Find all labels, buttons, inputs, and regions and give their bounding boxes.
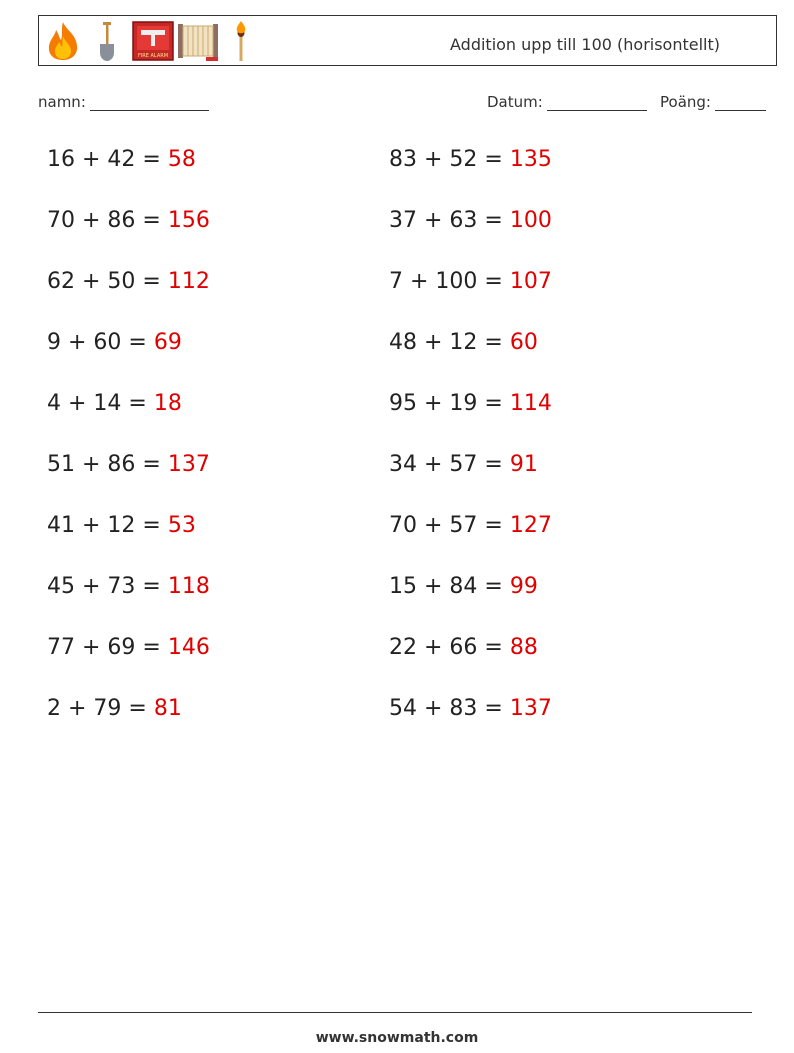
- problem-answer: 99: [509, 574, 538, 599]
- problem-row: [47, 574, 210, 599]
- date-field: [487, 93, 647, 111]
- worksheet-title: Addition upp till 100 (horisontellt): [450, 35, 720, 54]
- problem-question: 34 + 57 =: [389, 452, 510, 477]
- score-label: Poäng:: [660, 93, 711, 111]
- problem-row: [47, 452, 210, 477]
- shovel-icon: [95, 20, 119, 62]
- fire-alarm-label: FIRE ALARM: [137, 53, 169, 59]
- problem-row: [389, 635, 538, 660]
- problem-answer: 91: [509, 452, 538, 477]
- problem-row: [47, 635, 210, 660]
- header-box: [38, 15, 777, 66]
- footer-divider: [38, 1012, 752, 1013]
- problem-answer: 156: [167, 208, 210, 233]
- problem-row: [389, 513, 552, 538]
- problem-question: 2 + 79 =: [47, 696, 154, 721]
- problem-question: 77 + 69 =: [47, 635, 168, 660]
- problem-row: [389, 574, 538, 599]
- problem-answer: 135: [509, 147, 552, 172]
- problem-answer: 118: [167, 574, 210, 599]
- problem-row: [47, 391, 182, 416]
- problem-answer: 112: [167, 269, 210, 294]
- date-line: [547, 94, 647, 111]
- problem-row: [389, 208, 552, 233]
- problem-answer: 127: [509, 513, 552, 538]
- name-field: [38, 93, 209, 111]
- problem-question: 70 + 86 =: [47, 208, 168, 233]
- problem-question: 83 + 52 =: [389, 147, 510, 172]
- problem-row: [389, 147, 552, 172]
- footer-url: www.snowmath.com: [315, 1030, 479, 1046]
- name-label: namn:: [38, 93, 86, 111]
- date-label: Datum:: [487, 93, 543, 111]
- problem-question: 48 + 12 =: [389, 330, 510, 355]
- problem-answer: 137: [167, 452, 210, 477]
- problem-answer: 88: [509, 635, 538, 660]
- problem-row: [47, 513, 196, 538]
- problem-answer: 107: [509, 269, 552, 294]
- problem-row: [389, 452, 538, 477]
- problem-answer: 81: [153, 696, 182, 721]
- problem-answer: 146: [167, 635, 210, 660]
- problem-row: [47, 696, 182, 721]
- problem-answer: 53: [167, 513, 196, 538]
- score-line: [715, 94, 766, 111]
- problem-row: [47, 330, 182, 355]
- problem-row: [47, 147, 196, 172]
- problem-answer: 100: [509, 208, 552, 233]
- problem-question: 51 + 86 =: [47, 452, 168, 477]
- score-field: [660, 93, 766, 111]
- problem-question: 9 + 60 =: [47, 330, 154, 355]
- problem-question: 41 + 12 =: [47, 513, 168, 538]
- problem-question: 54 + 83 =: [389, 696, 510, 721]
- problem-question: 22 + 66 =: [389, 635, 510, 660]
- problem-row: [389, 696, 552, 721]
- match-icon: [231, 20, 251, 62]
- problem-answer: 69: [153, 330, 182, 355]
- problem-row: [47, 208, 210, 233]
- problem-answer: 58: [167, 147, 196, 172]
- problem-answer: 18: [153, 391, 182, 416]
- problem-question: 15 + 84 =: [389, 574, 510, 599]
- fire-alarm-icon: [132, 20, 174, 62]
- problem-row: [47, 269, 210, 294]
- problem-answer: 137: [509, 696, 552, 721]
- problem-question: 7 + 100 =: [389, 269, 510, 294]
- problem-question: 62 + 50 =: [47, 269, 168, 294]
- fire-hose-icon: [176, 20, 222, 62]
- problem-question: 95 + 19 =: [389, 391, 510, 416]
- problem-row: [389, 269, 552, 294]
- problem-question: 70 + 57 =: [389, 513, 510, 538]
- problem-question: 16 + 42 =: [47, 147, 168, 172]
- problem-question: 37 + 63 =: [389, 208, 510, 233]
- problem-question: 45 + 73 =: [47, 574, 168, 599]
- problem-row: [389, 391, 552, 416]
- problem-question: 4 + 14 =: [47, 391, 154, 416]
- problem-row: [389, 330, 538, 355]
- problem-answer: 114: [509, 391, 552, 416]
- fire-icon: [44, 20, 82, 62]
- problem-answer: 60: [509, 330, 538, 355]
- name-line: [90, 94, 209, 111]
